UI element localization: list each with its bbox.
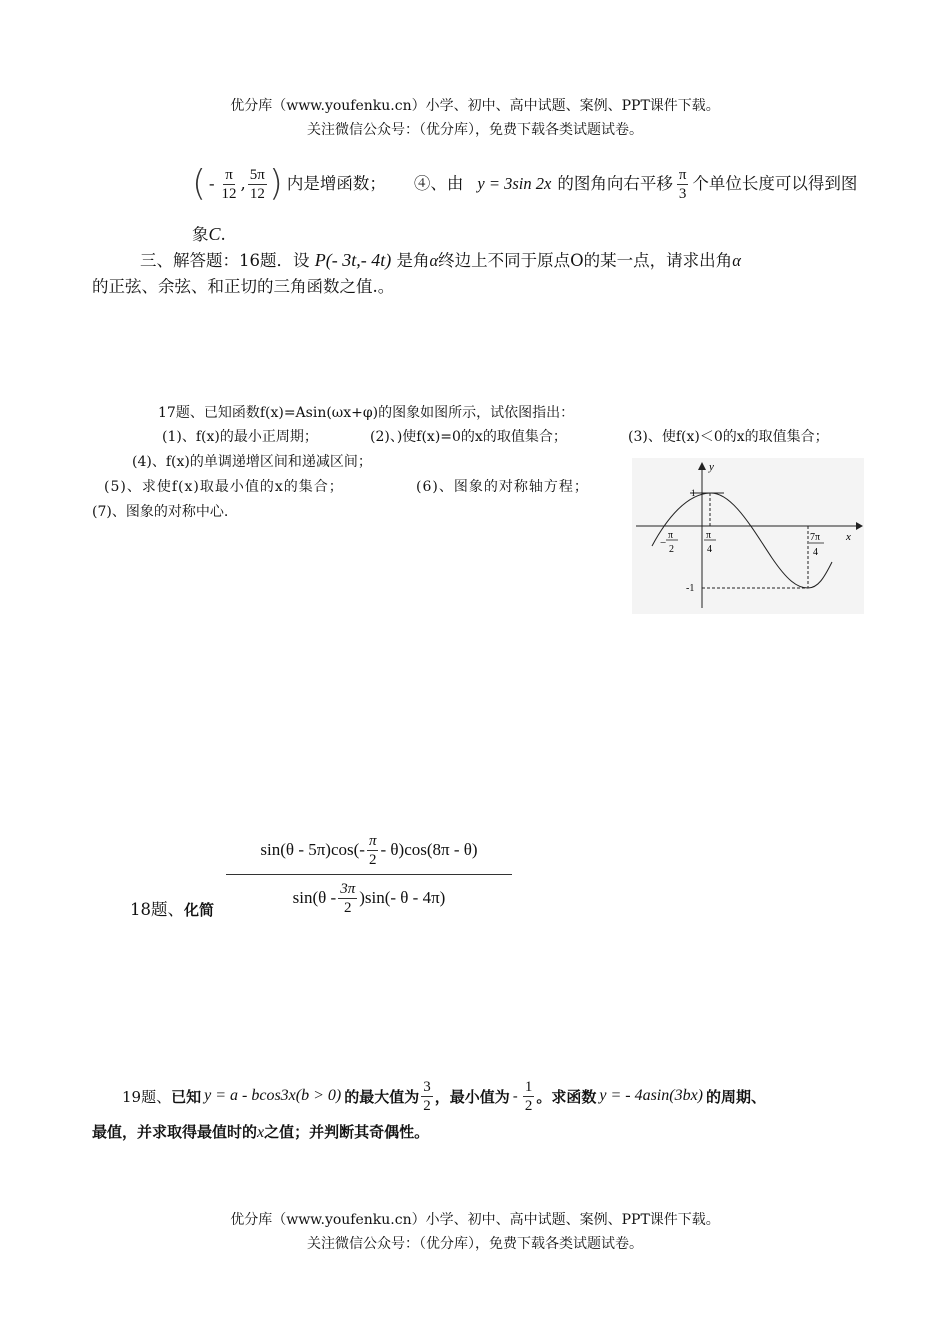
q19-text-b: 的最大值为 — [344, 1087, 420, 1106]
x-tick-1-sign: − — [660, 537, 667, 549]
q18-den-frac — [338, 880, 357, 917]
q18-num-a: sin(θ - 5π)cos(- — [260, 840, 365, 859]
q18-label — [130, 898, 214, 922]
frac-den: 2 — [343, 899, 352, 916]
x-tick-2-num: π — [706, 530, 712, 541]
frac-den: 2 — [368, 851, 377, 868]
q19-text-d: 。求函数 — [536, 1087, 597, 1106]
q18-label-a: 18题、 — [130, 900, 184, 919]
frac-num: π — [368, 832, 377, 849]
fragment-line2-a: 象 — [192, 225, 209, 244]
q17-item-6: (6)、图象的对称轴方程； — [416, 479, 589, 495]
q16-point: P(- 3t,- 4t) — [314, 250, 392, 270]
interval-frac-1 — [220, 166, 239, 203]
q16-line-2: 的正弦、余弦、和正切的三角函数之值.。 — [92, 277, 395, 296]
q19-text-e: 的周期、 — [706, 1087, 767, 1106]
fragment-line2-b: . — [220, 225, 226, 244]
y-axis-label: y — [709, 461, 714, 473]
q19-line2-a: 最值，并求取得最值时的 — [92, 1123, 258, 1141]
frac-den: 12 — [221, 185, 237, 202]
x-tick-2-den: 4 — [707, 544, 712, 555]
frac-num: 5π — [249, 166, 265, 183]
y-min-label: -1 — [686, 583, 695, 594]
q17-item-5: (5)、求使f(x)取最小值的x的集合； — [104, 479, 344, 495]
q19-max-frac — [421, 1078, 433, 1115]
footer-line-1: 优分库（www.youfenku.cn）小学、初中、高中试题、案例、PPT课件下载。 — [230, 1212, 720, 1228]
q19-line2-b: 之值；并判断其奇偶性。 — [264, 1123, 430, 1141]
fragment-line — [192, 156, 892, 212]
curve-var: C — [208, 224, 221, 244]
q18-fraction — [226, 828, 512, 921]
q19-text-a: 已知 — [171, 1087, 202, 1106]
frac-num: π — [225, 166, 233, 183]
q17-title: 17题、已知函数f(x)=Asin(ωx+φ)的图象如图所示，试依图指出： — [158, 405, 575, 421]
x-tick-3-num: 7π — [810, 532, 821, 543]
frac-den: 12 — [249, 185, 265, 202]
x-tick-1-num: π — [668, 530, 674, 541]
sine-graph — [632, 458, 864, 614]
item-4-label: ④、由 — [413, 174, 464, 193]
q18-den-b: )sin(- θ - 4π) — [359, 888, 446, 907]
q18-label-b: 化简 — [184, 901, 215, 919]
q19-text-c: ，最小值为 — [434, 1087, 510, 1106]
q17-item-4: (4)、f(x)的单调递增区间和递减区间； — [132, 454, 372, 470]
header-line-2: 关注微信公众号：（优分库），免费下载各类试题试卷。 — [307, 122, 643, 138]
y-max-label: 1 — [691, 488, 696, 498]
close-paren: ) — [268, 163, 283, 204]
q16-text-a: 三、解答题：16题．设 — [140, 251, 310, 270]
header-line-1: 优分库（www.youfenku.cn）小学、初中、高中试题、案例、PPT课件下载。 — [230, 98, 720, 114]
q19-function: y = a - bcos3x(b > 0) — [204, 1087, 342, 1104]
interval-minus: - — [209, 174, 215, 193]
q16-text-b: 是角 — [396, 251, 430, 270]
fragment-text-c: 个单位长度可以得到图 — [692, 174, 858, 193]
q18-num-b: - θ)cos(8π - θ) — [380, 840, 478, 859]
frac-den: 3 — [678, 185, 687, 202]
q16-alpha-2: α — [732, 251, 741, 270]
q17-item-2: (2)、)使f(x)=0的x的取值集合； — [370, 429, 567, 445]
fragment-text-b: 的图角向右平移 — [557, 174, 673, 193]
q17-item-7: (7)、图象的对称中心. — [92, 504, 229, 520]
q19-line-1 — [122, 1072, 882, 1120]
q18-numerator — [226, 828, 512, 872]
interval-comma: , — [240, 174, 246, 193]
frac-num: 1 — [524, 1078, 533, 1095]
footer-line-2: 关注微信公众号：（优分库），免费下载各类试题试卷。 — [307, 1236, 643, 1252]
x-tick-3-den: 4 — [813, 547, 818, 558]
function-expression: y = 3sin 2x — [477, 174, 552, 193]
graph-background — [632, 458, 864, 614]
q17-item-1: (1)、f(x)的最小正周期； — [162, 429, 318, 445]
q16-text-c: 终边上不同于原点O的某一点，请求出角 — [438, 251, 733, 270]
q19-line-2 — [92, 1121, 429, 1142]
frac-num: π — [678, 166, 687, 183]
q16-alpha: α — [429, 251, 439, 270]
q18-den-a: sin(θ - — [292, 888, 337, 907]
q18-num-frac — [367, 832, 379, 869]
q19-min-sign: - — [512, 1087, 518, 1105]
fragment-line-2 — [192, 222, 226, 247]
interval-frac-2 — [248, 166, 267, 203]
open-paren: ( — [192, 163, 207, 204]
frac-den: 2 — [524, 1097, 533, 1114]
frac-num: 3 — [423, 1078, 431, 1095]
x-tick-1-den: 2 — [669, 544, 674, 555]
q19-x-var: x — [257, 1124, 265, 1141]
q18-denominator — [226, 875, 512, 921]
x-axis-label: x — [846, 531, 851, 543]
q16-line-1 — [140, 248, 870, 273]
q19-function-2: y = - 4asin(3bx) — [599, 1087, 703, 1104]
frac-den: 2 — [423, 1097, 431, 1114]
q17-item-3: (3)、使f(x)＜0的x的取值集合； — [628, 429, 829, 445]
shift-frac — [677, 166, 689, 203]
frac-num: 3π — [340, 880, 356, 897]
fragment-text-a: 内是增函数； — [286, 174, 386, 193]
q19-label: 19题、 — [122, 1087, 172, 1106]
q19-min-frac — [523, 1078, 535, 1115]
